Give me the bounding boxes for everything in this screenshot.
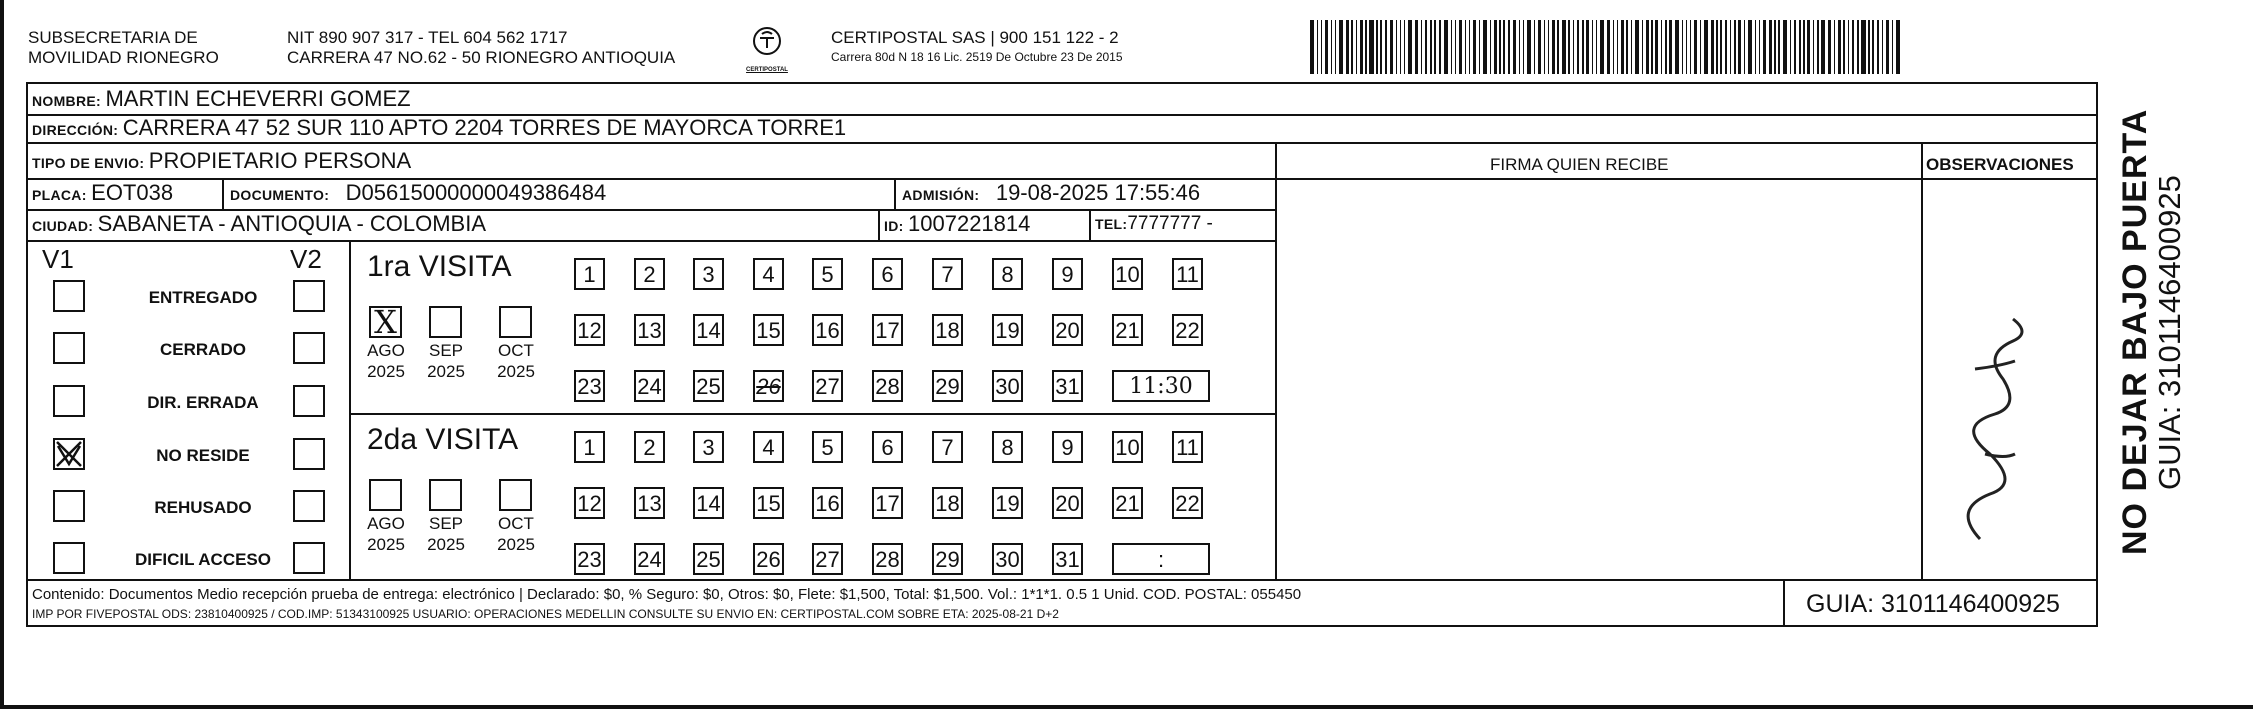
- courier-name: CERTIPOSTAL SAS | 900 151 122 - 2: [831, 28, 1119, 47]
- issuer-line-2: MOVILIDAD RIONEGRO: [28, 48, 219, 67]
- v1-header: V1: [42, 244, 74, 274]
- barcode-bar: [1310, 20, 1314, 74]
- plate-label: PLACA:: [32, 187, 87, 203]
- issuer-address: CARRERA 47 NO.62 - 50 RIONEGRO ANTIOQUIA: [287, 48, 676, 67]
- day-box[interactable]: 7: [932, 431, 963, 463]
- barcode-bar: [1321, 20, 1322, 74]
- barcode-bar: [1544, 20, 1545, 74]
- barcode-bar: [1694, 20, 1697, 74]
- barcode-bar: [1425, 20, 1428, 74]
- barcode-bar: [1882, 20, 1883, 74]
- barcode-bar: [1635, 20, 1639, 74]
- barcode-bar: [1400, 20, 1401, 74]
- issuer-line-1: SUBSECRETARIA DE: [28, 28, 198, 47]
- status-label: DIR. ERRADA: [147, 393, 259, 412]
- barcode-bar: [1408, 20, 1412, 74]
- barcode-bar: [1700, 20, 1701, 74]
- barcode-bar: [1439, 20, 1442, 74]
- delivery-form: [26, 82, 2098, 627]
- day-box[interactable]: 7: [932, 258, 963, 290]
- day-box[interactable]: 30: [992, 543, 1023, 575]
- document-label: DOCUMENTO:: [230, 187, 330, 203]
- barcode-bar: [1646, 20, 1649, 74]
- no-dejar-warning: NO DEJAR BAJO PUERTA: [2116, 108, 2154, 555]
- barcode-bar: [1852, 20, 1855, 74]
- barcode-bar: [1503, 20, 1504, 74]
- month-name: OCT: [498, 514, 534, 533]
- barcode-bar: [1877, 20, 1880, 74]
- status-label: DIFICIL ACCESO: [134, 550, 271, 569]
- day-box[interactable]: 9: [1052, 258, 1083, 290]
- day-box[interactable]: 24: [634, 543, 665, 575]
- barcode-bar: [1455, 20, 1456, 74]
- footer-guia-divider: [1783, 579, 1785, 625]
- visit-title: 2da VISITA: [367, 423, 519, 456]
- name-value: MARTIN ECHEVERRI GOMEZ: [105, 86, 411, 111]
- month-year: 2025: [367, 535, 405, 554]
- day-box[interactable]: 5: [812, 258, 843, 290]
- barcode-bar: [1459, 20, 1462, 74]
- day-box[interactable]: 19: [992, 314, 1023, 346]
- barcode-bar: [1557, 20, 1558, 74]
- barcode-bar: [1675, 20, 1679, 74]
- barcode-bar: [1548, 20, 1549, 74]
- barcode-bar: [1617, 20, 1618, 74]
- v2-checkbox[interactable]: [293, 385, 325, 417]
- signature-scribble: [1940, 309, 2030, 559]
- barcode-bar: [1848, 20, 1849, 74]
- v2-checkbox[interactable]: [293, 438, 325, 470]
- month-checkbox[interactable]: [369, 303, 402, 341]
- day-box[interactable]: 23: [574, 543, 605, 575]
- barcode-bar: [1430, 20, 1431, 74]
- admission-value: 19-08-2025 17:55:46: [995, 180, 1201, 205]
- address-value: CARRERA 47 52 SUR 110 APTO 2204 TORRES DE MAYORCA TORRE1: [122, 115, 847, 140]
- day-box[interactable]: 29: [932, 370, 963, 402]
- barcode-bar: [1380, 20, 1381, 74]
- barcode-bar: [1434, 20, 1435, 74]
- day-box[interactable]: 1: [574, 258, 605, 290]
- month-checkbox[interactable]: [499, 306, 532, 338]
- document-value: D05615000000049386484: [345, 180, 607, 205]
- barcode-bar: [1778, 20, 1779, 74]
- day-box[interactable]: 12: [574, 314, 605, 346]
- status-label: REHUSADO: [154, 498, 252, 517]
- day-box[interactable]: 14: [693, 487, 724, 519]
- day-box[interactable]: 15: [753, 487, 784, 519]
- day-box[interactable]: 10: [1112, 431, 1143, 463]
- barcode-bar: [1335, 20, 1336, 74]
- barcode-bar: [1523, 20, 1524, 74]
- day-box[interactable]: 14: [693, 314, 724, 346]
- day-box[interactable]: 10: [1112, 258, 1143, 290]
- barcode-bar: [1755, 20, 1756, 74]
- barcode-bar: [1730, 20, 1731, 74]
- barcode-bar: [1613, 20, 1614, 74]
- barcode-bar: [1499, 20, 1500, 74]
- barcode-bar: [1665, 20, 1666, 74]
- month-label: [486, 340, 546, 382]
- barcode-bar: [1376, 20, 1377, 74]
- barcode-bar: [1651, 20, 1652, 74]
- id-label: ID:: [884, 218, 904, 234]
- barcode-bar: [1325, 20, 1328, 74]
- city-value: SABANETA - ANTIOQUIA - COLOMBIA: [97, 211, 487, 236]
- month-mark: X: [374, 303, 397, 341]
- barcode-bar: [1451, 20, 1452, 74]
- barcode-bar: [1803, 20, 1804, 74]
- barcode-bar: [1346, 20, 1349, 74]
- day-box[interactable]: 31: [1052, 543, 1083, 575]
- barcode-bar: [1479, 20, 1480, 74]
- name-field: [32, 86, 411, 115]
- barcode-bar: [1626, 20, 1627, 74]
- field-divider: [878, 209, 880, 241]
- barcode-bar: [1317, 20, 1318, 74]
- barcode-bar: [1834, 20, 1835, 74]
- day-box[interactable]: 20: [1052, 314, 1083, 346]
- day-box[interactable]: 23: [574, 370, 605, 402]
- day-box[interactable]: 28: [872, 543, 903, 575]
- day-box[interactable]: 28: [872, 370, 903, 402]
- barcode-bar: [1562, 20, 1566, 74]
- barcode-bar: [1744, 20, 1745, 74]
- barcode-bar: [1799, 20, 1800, 74]
- footer-guia: GUIA: 3101146400925: [1806, 590, 2060, 618]
- day-box[interactable]: 25: [693, 543, 724, 575]
- day-box[interactable]: 18: [932, 487, 963, 519]
- barcode-bar: [1631, 20, 1632, 74]
- day-box[interactable]: 4: [753, 258, 784, 290]
- barcode-bar: [1759, 20, 1760, 74]
- barcode-bar: [1774, 20, 1775, 74]
- day-box[interactable]: 21: [1112, 314, 1143, 346]
- day-box[interactable]: 11: [1172, 258, 1203, 290]
- day-box[interactable]: 16: [812, 487, 843, 519]
- barcode-bar: [1339, 20, 1343, 74]
- barcode-bar: [1682, 20, 1683, 74]
- barcode-bar: [1360, 20, 1363, 74]
- barcode-bar: [1508, 20, 1511, 74]
- barcode-bar: [1513, 20, 1516, 74]
- issuer-nit: NIT 890 907 317 - TEL 604 562 1717: [287, 28, 568, 47]
- send-type-field: [32, 148, 411, 177]
- admission-field: [902, 180, 1200, 209]
- v1-checkbox[interactable]: [53, 385, 85, 417]
- barcode-bar: [1607, 20, 1610, 74]
- barcode-bar: [1596, 20, 1597, 74]
- day-box[interactable]: 2: [634, 258, 665, 290]
- month-year: 2025: [367, 362, 405, 381]
- barcode-bar: [1404, 20, 1405, 74]
- day-box[interactable]: 6: [872, 258, 903, 290]
- v1-checkbox[interactable]: [53, 438, 85, 470]
- x-mark-icon: [55, 440, 83, 468]
- day-box[interactable]: 6: [872, 431, 903, 463]
- observations-header: OBSERVACIONES: [1926, 155, 2074, 174]
- day-box[interactable]: 1: [574, 431, 605, 463]
- footer-imp-line: IMP POR FIVEPOSTAL ODS: 23810400925 / COD.IMP: 51343100925 USUARIO: OPERACIONES MEDELLIN CONSULTE SU ENVIO EN: CERTIPOSTAL.COM SOBRE ETA: 2025-08-21 D+2: [32, 607, 1059, 621]
- barcode-bar: [1396, 20, 1397, 74]
- side-guia: GUIA: 3101146400925: [2152, 175, 2187, 490]
- month-checkbox[interactable]: [429, 479, 462, 511]
- v1-checkbox[interactable]: [53, 280, 85, 312]
- v1-checkbox[interactable]: [53, 542, 85, 574]
- logo-caption: CERTIPOSTAL: [746, 67, 788, 73]
- signature-header: FIRMA QUIEN RECIBE: [1490, 155, 1669, 174]
- send-type-label: TIPO DE ENVIO:: [32, 155, 145, 171]
- status-label: ENTREGADO: [148, 288, 258, 307]
- barcode-bar: [1813, 20, 1814, 74]
- barcode-bar: [1369, 20, 1373, 74]
- day-box[interactable]: 20: [1052, 487, 1083, 519]
- barcode-bar: [1351, 20, 1352, 74]
- barcode-bar: [1686, 20, 1687, 74]
- barcode-bar: [1621, 20, 1624, 74]
- day-box[interactable]: 29: [932, 543, 963, 575]
- barcode-bar: [1483, 20, 1487, 74]
- month-year: 2025: [497, 362, 535, 381]
- day-box[interactable]: 13: [634, 487, 665, 519]
- tel-label: TEL:: [1095, 216, 1128, 232]
- status-label: CERRADO: [160, 340, 246, 359]
- barcode-bar: [1669, 20, 1672, 74]
- day-box[interactable]: 3: [693, 431, 724, 463]
- month-label: [416, 513, 476, 555]
- document-field: [230, 180, 606, 209]
- barcode-bar: [1592, 20, 1593, 74]
- day-box[interactable]: 4: [753, 431, 784, 463]
- day-box[interactable]: 24: [634, 370, 665, 402]
- barcode-bar: [1817, 20, 1818, 74]
- issuer-block: [28, 28, 219, 68]
- day-box[interactable]: 27: [812, 370, 843, 402]
- barcode-bar: [1690, 20, 1691, 74]
- barcode-bar: [1868, 20, 1869, 74]
- day-box[interactable]: 26: [753, 370, 784, 402]
- month-year: 2025: [427, 362, 465, 381]
- barcode-bar: [1807, 20, 1810, 74]
- day-box[interactable]: 2: [634, 431, 665, 463]
- v2-checkbox[interactable]: [293, 280, 325, 312]
- row-divider: [28, 240, 1275, 242]
- address-label: DIRECCIÓN:: [32, 122, 119, 138]
- day-box[interactable]: 26: [753, 543, 784, 575]
- barcode-bar: [1421, 20, 1422, 74]
- month-year: 2025: [427, 535, 465, 554]
- barcode-bar: [1886, 20, 1889, 74]
- city-label: CIUDAD:: [32, 218, 94, 234]
- day-box[interactable]: 22: [1172, 314, 1203, 346]
- column-divider: [1921, 142, 1923, 580]
- day-box[interactable]: 19: [992, 487, 1023, 519]
- barcode-bar: [1642, 20, 1643, 74]
- barcode-bar: [1527, 20, 1531, 74]
- month-label: [416, 340, 476, 382]
- barcode-bar: [1473, 20, 1476, 74]
- barcode-bar: [1465, 20, 1466, 74]
- admission-label: ADMISIÓN:: [902, 187, 980, 203]
- barcode-bar: [1763, 20, 1766, 74]
- barcode-bar: [1716, 20, 1717, 74]
- barcode-bar: [1720, 20, 1721, 74]
- day-box[interactable]: 31: [1052, 370, 1083, 402]
- barcode-bar: [1415, 20, 1418, 74]
- month-name: OCT: [498, 341, 534, 360]
- barcode-bar: [1444, 20, 1448, 74]
- v2-checkbox[interactable]: [293, 490, 325, 522]
- v2-checkbox[interactable]: [293, 542, 325, 574]
- footer-content-line: Contenido: Documentos Medio recepción prueba de entrega: electrónico | Declarado: $0, % Seguro: $0, Otros: $0, Flete: $1,500, Total: $1,500. Vol.: 1*1*1. 0.5 1 Unid. COD. POSTAL: 055450: [32, 586, 1302, 603]
- courier-license: Carrera 80d N 18 16 Lic. 2519 De Octubre 23 De 2015: [831, 50, 1123, 64]
- barcode-bar: [1734, 20, 1735, 74]
- v2-checkbox[interactable]: [293, 332, 325, 364]
- time-box[interactable]: :: [1112, 543, 1210, 575]
- month-checkbox[interactable]: [429, 306, 462, 338]
- day-box[interactable]: 5: [812, 431, 843, 463]
- day-box[interactable]: 22: [1172, 487, 1203, 519]
- barcode-bar: [1748, 20, 1752, 74]
- v1-checkbox[interactable]: [53, 490, 85, 522]
- id-field: [884, 211, 1030, 240]
- barcode-bar: [1568, 20, 1569, 74]
- barcode-bar: [1790, 20, 1791, 74]
- day-box[interactable]: 15: [753, 314, 784, 346]
- barcode-bar: [1821, 20, 1825, 74]
- day-box[interactable]: 11: [1172, 431, 1203, 463]
- barcode-bar: [1365, 20, 1366, 74]
- barcode-bar: [1711, 20, 1714, 74]
- field-divider: [222, 178, 224, 210]
- barcode-bar: [1577, 20, 1580, 74]
- day-box[interactable]: 16: [812, 314, 843, 346]
- barcode-bar: [1861, 20, 1865, 74]
- barcode-bar: [1356, 20, 1357, 74]
- barcode-bar: [1769, 20, 1772, 74]
- barcode-bar: [1600, 20, 1604, 74]
- barcode-bar: [1534, 20, 1535, 74]
- barcode-bar: [1794, 20, 1797, 74]
- field-divider: [894, 178, 896, 210]
- barcode-bar: [1586, 20, 1589, 74]
- barcode-bar: [1490, 20, 1491, 74]
- day-box[interactable]: 17: [872, 314, 903, 346]
- month-label: [356, 340, 416, 382]
- barcode-bar: [1385, 20, 1388, 74]
- courier-block: [831, 27, 1123, 66]
- day-box[interactable]: 25: [693, 370, 724, 402]
- visit-title: 1ra VISITA: [367, 250, 512, 283]
- day-box[interactable]: 30: [992, 370, 1023, 402]
- barcode-bar: [1469, 20, 1470, 74]
- header-divider: [1275, 178, 2096, 180]
- barcode-bar: [1838, 20, 1841, 74]
- month-name: AGO: [367, 341, 405, 360]
- month-name: SEP: [428, 514, 464, 533]
- issuer-contact-block: [287, 28, 675, 68]
- tel-field: [1095, 211, 1213, 238]
- id-value: 1007221814: [908, 211, 1031, 236]
- visit-divider: [349, 413, 1275, 415]
- barcode-bar: [1582, 20, 1583, 74]
- barcode: [1310, 20, 1905, 74]
- month-label: [356, 513, 416, 555]
- barcode-bar: [1725, 20, 1728, 74]
- tel-value: 7777777 -: [1127, 213, 1213, 234]
- barcode-bar: [1494, 20, 1497, 74]
- name-label: NOMBRE:: [32, 93, 101, 109]
- send-type-value: PROPIETARIO PERSONA: [148, 148, 412, 173]
- barcode-bar: [1892, 20, 1893, 74]
- barcode-bar: [1655, 20, 1658, 74]
- month-checkbox[interactable]: [369, 479, 402, 511]
- visit-column-divider: [349, 240, 351, 580]
- barcode-bar: [1390, 20, 1393, 74]
- barcode-bar: [1843, 20, 1844, 74]
- plate-value: EOT038: [91, 180, 174, 205]
- day-box[interactable]: 21: [1112, 487, 1143, 519]
- footer-divider: [28, 579, 2096, 581]
- day-box[interactable]: 17: [872, 487, 903, 519]
- barcode-bar: [1896, 20, 1900, 74]
- day-box[interactable]: 9: [1052, 431, 1083, 463]
- barcode-bar: [1828, 20, 1831, 74]
- month-label: [486, 513, 546, 555]
- barcode-bar: [1538, 20, 1541, 74]
- v1-checkbox[interactable]: [53, 332, 85, 364]
- barcode-bar: [1519, 20, 1520, 74]
- day-box[interactable]: 27: [812, 543, 843, 575]
- field-divider: [1089, 209, 1091, 241]
- month-year: 2025: [497, 535, 535, 554]
- plate-field: [32, 180, 173, 209]
- day-box[interactable]: 3: [693, 258, 724, 290]
- month-checkbox[interactable]: [499, 479, 532, 511]
- barcode-bar: [1704, 20, 1708, 74]
- barcode-bar: [1552, 20, 1555, 74]
- time-box[interactable]: 11:30: [1112, 370, 1210, 402]
- month-name: AGO: [367, 514, 405, 533]
- barcode-bar: [1783, 20, 1787, 74]
- barcode-bar: [1857, 20, 1858, 74]
- status-label: NO RESIDE: [156, 446, 250, 465]
- barcode-bar: [1738, 20, 1741, 74]
- day-box[interactable]: 18: [932, 314, 963, 346]
- city-field: [32, 211, 486, 240]
- day-box[interactable]: 8: [992, 258, 1023, 290]
- day-box[interactable]: 8: [992, 431, 1023, 463]
- day-box[interactable]: 12: [574, 487, 605, 519]
- barcode-bar: [1331, 20, 1332, 74]
- v2-header: V2: [290, 244, 322, 274]
- barcode-bar: [1573, 20, 1574, 74]
- barcode-bar: [1872, 20, 1873, 74]
- day-box[interactable]: 13: [634, 314, 665, 346]
- certipostal-logo: [742, 24, 792, 73]
- barcode-bar: [1661, 20, 1662, 74]
- column-divider: [1275, 142, 1277, 580]
- address-field: [32, 115, 846, 144]
- month-name: SEP: [428, 341, 464, 360]
